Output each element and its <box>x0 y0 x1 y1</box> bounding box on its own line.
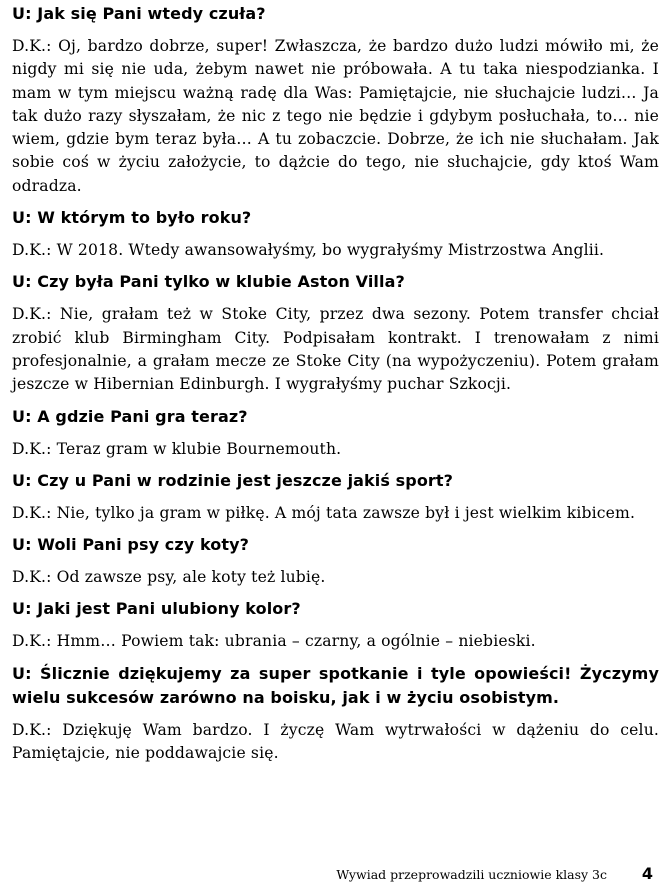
interview-entry <box>12 533 659 589</box>
question: U: W którym to było roku? <box>12 208 252 228</box>
interview-entry <box>12 206 659 262</box>
answer: D.K.: Teraz gram w klubie Bournemouth. <box>12 439 342 458</box>
answer: D.K.: Oj, bardzo dobrze, super! Zwłaszcza, że bardzo dużo ludzi mówiło mi, że nigdy mi się nie uda, żebym nawet nie próbowała. A tu taka niespodzianka. I mam w tym miejscu ważną radę dla Was: Pamiętajcie, nie słuchajcie ludzi… Ja tak dużo razy słyszałam, że nic z tego nie będzie i gdybym posłuchała, to… nie wiem, gdzie bym teraz była… A tu zobaczcie. Dobrze, że ich nie słuchałam. Jak sobie coś w życiu założycie, to dążcie do tego, nie słuchajcie, gdy ktoś Wam odradza. <box>12 37 659 195</box>
closing-answer: D.K.: Dziękuję Wam bardzo. I życzę Wam wytrwałości w dążeniu do celu. Pamiętajcie, nie poddawajcie się. <box>12 720 659 763</box>
question: U: Jaki jest Pani ulubiony kolor? <box>12 599 301 619</box>
question: U: Jak się Pani wtedy czuła? <box>12 4 266 23</box>
answer: D.K.: W 2018. Wtedy awansowałyśmy, bo wygrałyśmy Mistrzostwa Anglii. <box>12 241 605 260</box>
closing-question: U: Ślicznie dziękujemy za super spotkanie i tyle opowieści! Życzymy wielu sukcesów zarówno na boisku, jak i w życiu osobistym. <box>12 663 659 707</box>
interview-entry <box>12 597 659 653</box>
question: U: A gdzie Pani gra teraz? <box>12 406 248 426</box>
footer-credit: Wywiad przeprowadzili uczniowie klasy 3c <box>336 867 607 882</box>
answer: D.K.: Hmm… Powiem tak: ubrania – czarny, a ogólnie – niebieski. <box>12 632 536 651</box>
answer: D.K.: Nie, tylko ja gram w piłkę. A mój tata zawsze był i jest wielkim kibicem. <box>12 503 636 522</box>
page-footer <box>0 864 669 886</box>
question: U: Czy była Pani tylko w klubie Aston Villa? <box>12 272 405 292</box>
interview-entry <box>12 2 659 198</box>
page-number: 4 <box>641 864 653 883</box>
interview-entry <box>12 662 659 766</box>
question: U: Woli Pani psy czy koty? <box>12 535 250 555</box>
answer: D.K.: Od zawsze psy, ale koty też lubię. <box>12 568 326 587</box>
answer: D.K.: Nie, grałam też w Stoke City, przez dwa sezony. Potem transfer chciał zrobić klub Birmingham City. Podpisałam kontrakt. I trenowałam z nimi profesjonalnie, a grałam mecze ze Stoke City (na wypożyczeniu). Potem grałam jeszcze w Hibernian Edinburgh. I wygrałyśmy puchar Szkocji. <box>12 305 659 394</box>
question: U: Czy u Pani w rodzinie jest jeszcze jakiś sport? <box>12 470 454 490</box>
interview-entry <box>12 469 659 525</box>
interview-entry <box>12 270 659 396</box>
interview-entry <box>12 405 659 461</box>
